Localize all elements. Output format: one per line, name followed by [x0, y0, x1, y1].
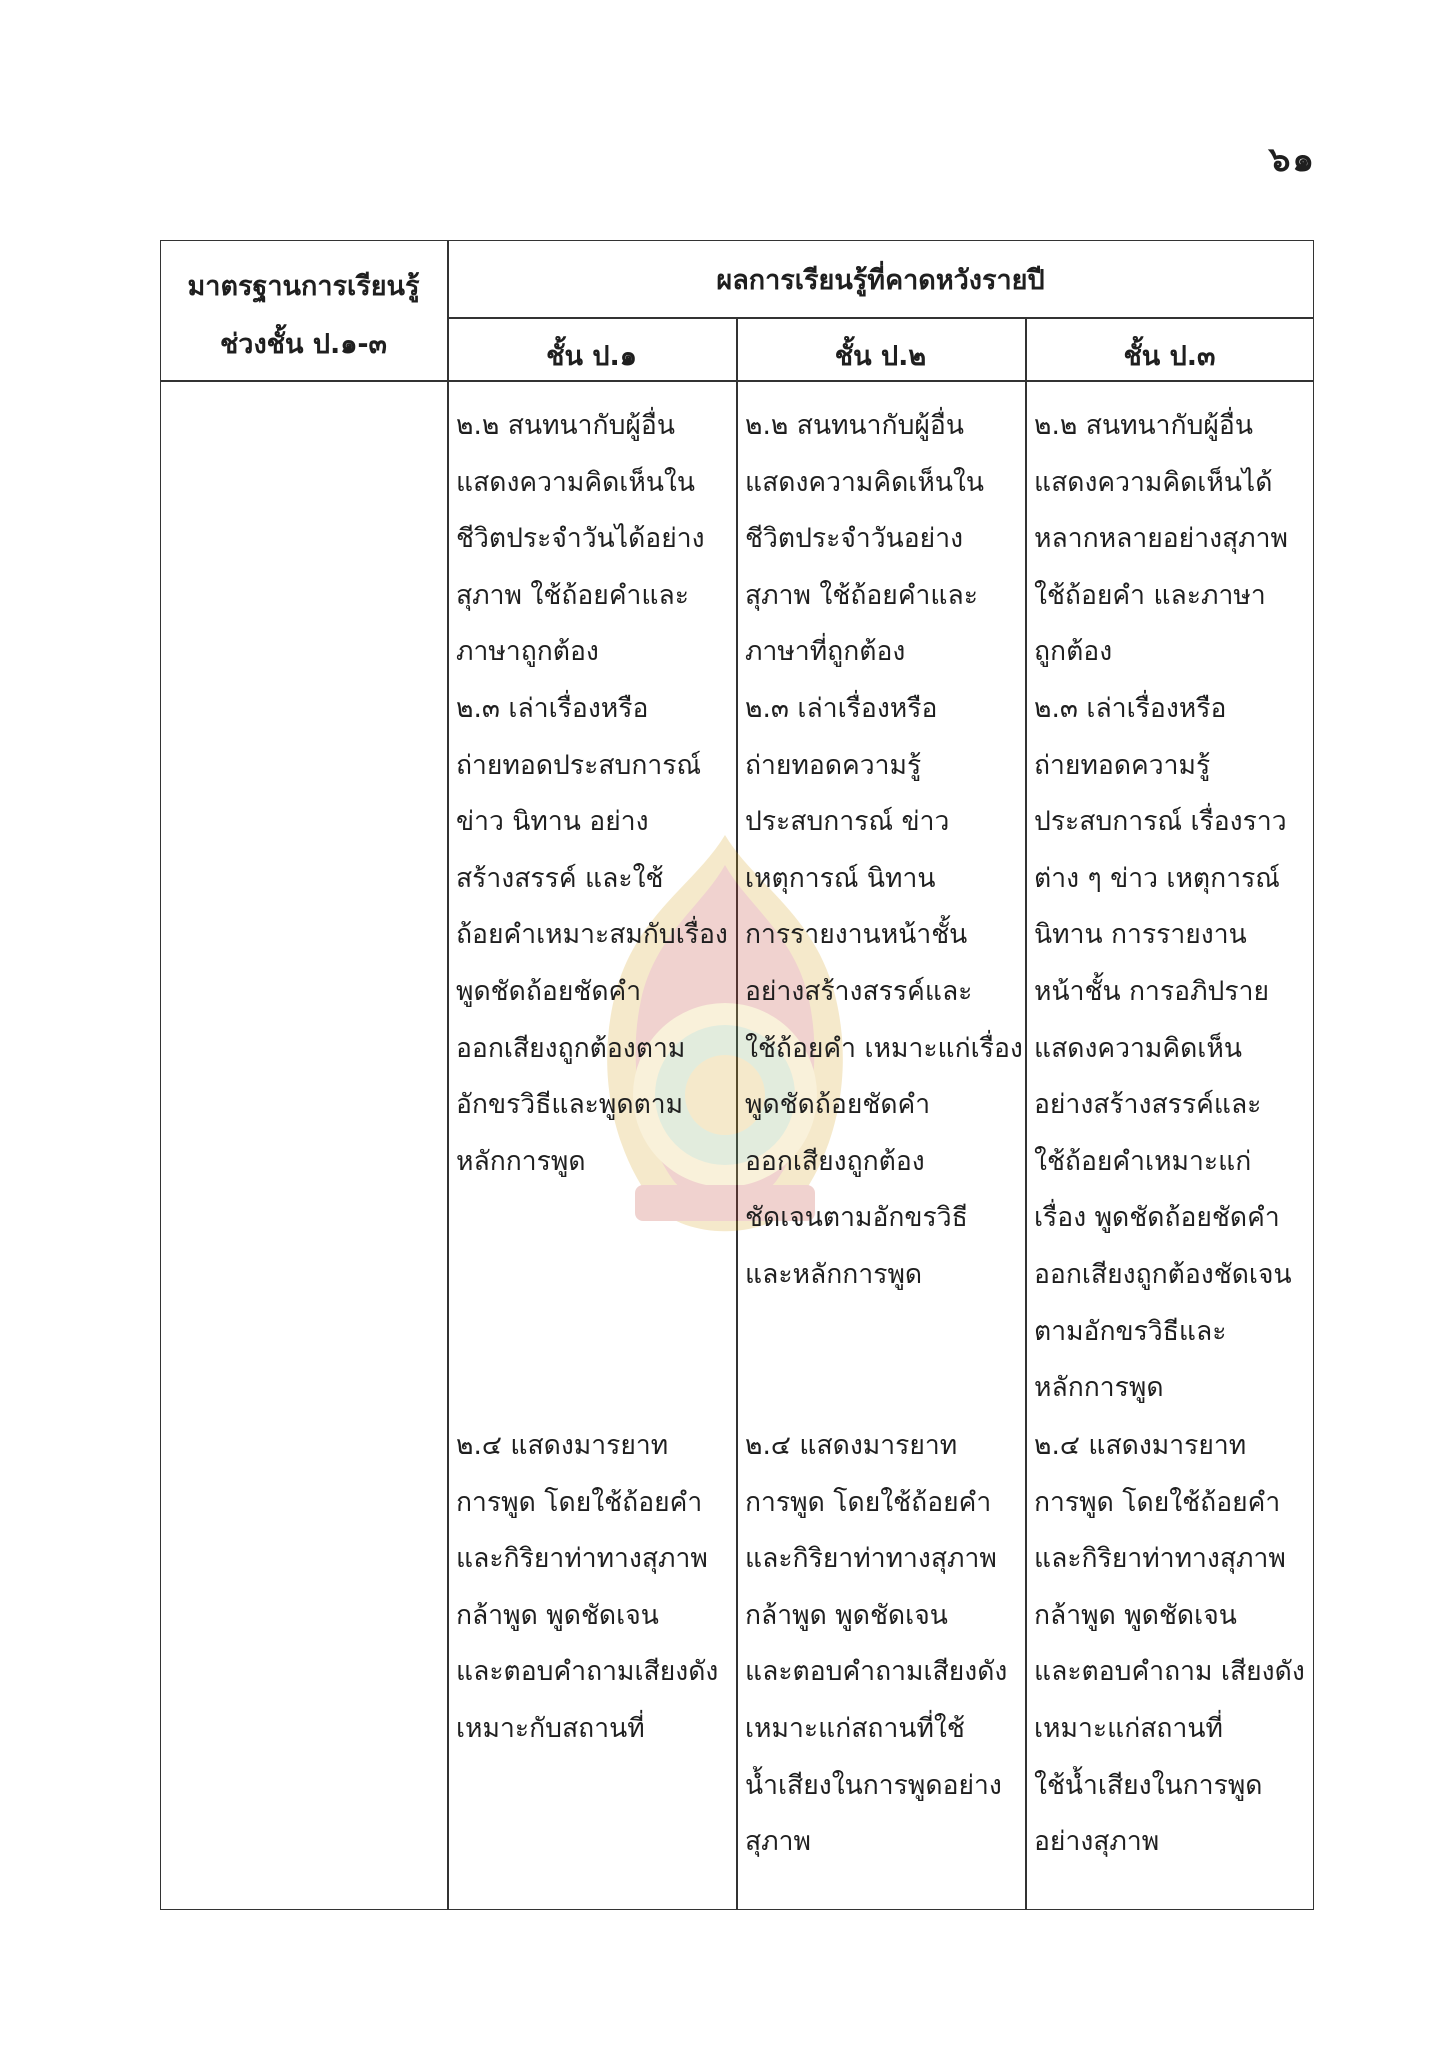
text-line: กล้าพูด พูดชัดเจน [1034, 1599, 1237, 1631]
text-line: หน้าชั้น การอภิปราย [1034, 975, 1269, 1007]
text-line: ตามอักขรวิธีและ [1034, 1315, 1227, 1347]
text-line: ใช้ถ้อยคำ เหมาะแก่เรื่อง [745, 1032, 1023, 1064]
text-line: ๒.๔ แสดงมารยาท [1034, 1430, 1247, 1461]
text-line: นิทาน การรายงาน [1034, 919, 1247, 951]
text-line: ๒.๒ สนทนากับผู้อื่น [745, 410, 964, 441]
text-line: ๒.๓ เล่าเรื่องหรือ [456, 692, 649, 724]
text-line: ออกเสียงถูกต้องตาม [456, 1032, 686, 1064]
header-standard-line1: มาตรฐานการเรียนรู้ [187, 271, 420, 302]
text-line: สร้างสรรค์ และใช้ [456, 862, 664, 894]
text-line: และตอบคำถาม เสียงดัง [1034, 1656, 1305, 1688]
text-line: แสดงความคิดเห็นได้ [1034, 466, 1273, 498]
header-outcomes-title: ผลการเรียนรู้ที่คาดหวังรายปี [716, 265, 1045, 296]
text-line: ออกเสียงถูกต้องชัดเจน [1034, 1258, 1292, 1290]
text-line: พูดชัดถ้อยชัดคำ [456, 975, 642, 1007]
header-standard [160, 258, 447, 374]
text-line: การพูด โดยใช้ถ้อยคำ [456, 1486, 703, 1518]
text-line: หลักการพูด [456, 1145, 586, 1177]
header-grade1: ชั้น ป.๑ [546, 341, 637, 372]
text-line: อย่างสร้างสรรค์และ [1034, 1089, 1262, 1121]
text-line: ภาษาที่ถูกต้อง [745, 636, 906, 668]
text-line: ถ่ายทอดความรู้ [745, 749, 922, 781]
text-line: ใช้ถ้อยคำเหมาะแก่ [1034, 1145, 1252, 1177]
text-line: แสดงความคิดเห็นใน [745, 466, 984, 498]
text-line: การพูด โดยใช้ถ้อยคำ [1034, 1486, 1281, 1518]
text-line: อย่างสุภาพ [1034, 1826, 1160, 1858]
grade2-item-2-4 [745, 1418, 1007, 1871]
text-line: อักขรวิธีและพูดตาม [456, 1089, 684, 1121]
text-line: และกิริยาท่าทางสุภาพ [745, 1543, 997, 1575]
grade1-item-2-2 [456, 398, 728, 681]
text-line: หลักการพูด [1034, 1372, 1164, 1404]
text-line: น้ำเสียงในการพูดอย่าง [745, 1769, 1002, 1801]
text-line: ข่าว นิทาน อย่าง [456, 806, 649, 838]
text-line: การพูด โดยใช้ถ้อยคำ [745, 1486, 992, 1518]
text-line: กล้าพูด พูดชัดเจน [456, 1599, 659, 1631]
grade3-item-2-4 [1034, 1418, 1305, 1871]
col-divider-3 [1025, 318, 1027, 1910]
text-line: ชีวิตประจำวันได้อย่าง [456, 523, 705, 555]
text-line: ๒.๔ แสดงมารยาท [745, 1430, 958, 1461]
text-line: กล้าพูด พูดชัดเจน [745, 1599, 948, 1631]
text-line: แสดงความคิดเห็น [1034, 1032, 1242, 1064]
text-line: และกิริยาท่าทางสุภาพ [456, 1543, 708, 1575]
text-line: ต่าง ๆ ข่าว เหตุการณ์ [1034, 862, 1280, 894]
text-line: ๒.๓ เล่าเรื่องหรือ [1034, 692, 1227, 724]
col-divider-1 [447, 240, 449, 1910]
grade1-item-2-3 [456, 681, 728, 1190]
text-line: ใช้ถ้อยคำ และภาษา [1034, 579, 1266, 611]
grade3-item-2-2 [1034, 398, 1292, 681]
text-line: อย่างสร้างสรรค์และ [745, 975, 973, 1007]
text-line: สุภาพ [745, 1826, 811, 1858]
text-line: หลากหลายอย่างสุภาพ [1034, 523, 1289, 555]
grade2-item-2-3 [745, 681, 1023, 1304]
text-line: และตอบคำถามเสียงดัง [745, 1656, 1008, 1688]
grade3-column [1034, 398, 1292, 1417]
text-line: ชีวิตประจำวันอย่าง [745, 523, 964, 555]
text-line: ชัดเจนตามอักขรวิธี [745, 1202, 968, 1234]
text-line: ๒.๓ เล่าเรื่องหรือ [745, 692, 938, 724]
text-line: เหมาะแก่สถานที่ใช้ [745, 1712, 965, 1744]
text-line: สุภาพ ใช้ถ้อยคำและ [745, 579, 978, 611]
text-line: สุภาพ ใช้ถ้อยคำและ [456, 579, 689, 611]
header-standard-line2: ช่วงชั้น ป.๑-๓ [219, 329, 388, 360]
header-divider-mid [447, 317, 1314, 319]
text-line: เหมาะกับสถานที่ [456, 1712, 645, 1744]
text-line: เหตุการณ์ นิทาน [745, 862, 936, 894]
grade1-column [456, 398, 728, 1190]
header-grade2: ชั้น ป.๒ [834, 341, 927, 372]
text-line: ออกเสียงถูกต้อง [745, 1145, 925, 1177]
text-line: ถ่ายทอดประสบการณ์ [456, 749, 702, 781]
grade3-item-2-3 [1034, 681, 1292, 1417]
text-line: และตอบคำถามเสียงดัง [456, 1656, 719, 1688]
page-number: ๖๑ [1268, 140, 1316, 180]
text-line: ใช้น้ำเสียงในการพูด [1034, 1769, 1263, 1801]
text-line: การรายงานหน้าชั้น [745, 919, 968, 951]
text-line: ถ้อยคำเหมาะสมกับเรื่อง [456, 919, 728, 951]
text-line: ถ่ายทอดความรู้ [1034, 749, 1211, 781]
text-line: ภาษาถูกต้อง [456, 636, 599, 668]
text-line: ประสบการณ์ เรื่องราว [1034, 806, 1287, 838]
grade2-column [745, 398, 1023, 1304]
text-line: เหมาะแก่สถานที่ [1034, 1712, 1223, 1744]
grade1-item-2-4 [456, 1418, 718, 1758]
header-grade3: ชั้น ป.๓ [1123, 341, 1216, 372]
text-line: พูดชัดถ้อยชัดคำ [745, 1089, 931, 1121]
text-line: ๒.๒ สนทนากับผู้อื่น [1034, 410, 1253, 441]
header-divider-bottom [160, 380, 1314, 382]
grade2-item-2-2 [745, 398, 1023, 681]
text-line: ๒.๒ สนทนากับผู้อื่น [456, 410, 675, 441]
text-line: และหลักการพูด [745, 1258, 923, 1290]
text-line: เรื่อง พูดชัดถ้อยชัดคำ [1034, 1202, 1280, 1234]
text-line: ๒.๔ แสดงมารยาท [456, 1430, 669, 1461]
text-line: แสดงความคิดเห็นใน [456, 466, 695, 498]
text-line: และกิริยาท่าทางสุภาพ [1034, 1543, 1286, 1575]
text-line: ถูกต้อง [1034, 636, 1113, 668]
text-line: ประสบการณ์ ข่าว [745, 806, 950, 838]
